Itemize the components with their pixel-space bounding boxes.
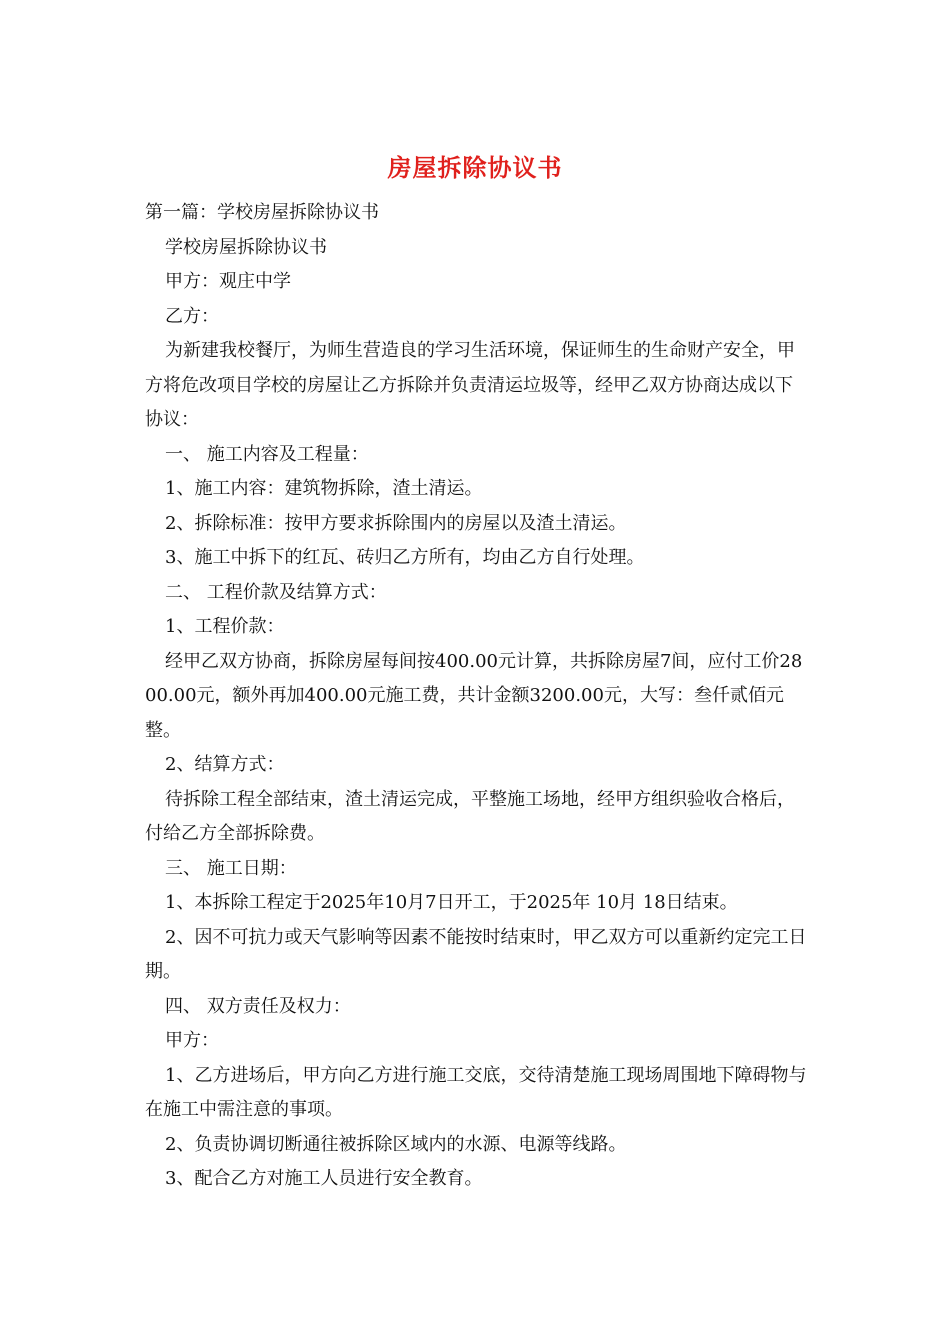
clause-heading-2: 二、 工程价款及结算方式： [165, 581, 387, 603]
clause-item: 1、本拆除工程定于2025年10月7日开工，于2025年 10月 18日结束。 [165, 892, 738, 913]
clause-item: 2、拆除标准：按甲方要求拆除围内的房屋以及渣土清运。 [165, 512, 627, 534]
party-b-line: 乙方： [165, 305, 219, 327]
clause-item: 2、结算方式： [165, 754, 285, 775]
clause-heading-4: 四、 双方责任及权力： [165, 995, 351, 1017]
preamble-paragraph: 为新建我校餐厅，为师生营造良的学习生活环境，保证师生的生命财产安全，甲方将危改项目学校的房屋让乙方拆除并负责清运垃圾等，经甲乙双方协商达成以下协议： [145, 340, 795, 430]
clause-item: 1、乙方进场后，甲方向乙方进行施工交底，交待清楚施工现场周围地下障碍物与在施工中需注意的事项。 [145, 1064, 807, 1120]
clause-item: 3、配合乙方对施工人员进行安全教育。 [165, 1168, 483, 1189]
clause-item: 3、施工中拆下的红瓦、砖归乙方所有，均由乙方自行处理。 [165, 547, 645, 568]
document-title: 房屋拆除协议书 [387, 153, 563, 182]
document-body [145, 196, 810, 1197]
party-a-heading: 甲方： [165, 1030, 219, 1051]
clause-item: 1、工程价款： [165, 616, 285, 637]
section-heading-part-one: 第一篇：学校房屋拆除协议书 [145, 202, 379, 223]
clause-heading-1: 一、 施工内容及工程量： [165, 443, 369, 465]
settlement-paragraph: 待拆除工程全部结束，渣土清运完成，平整施工场地，经甲方组织验收合格后，付给乙方全部拆除费。 [145, 788, 795, 844]
party-a-line: 甲方：观庄中学 [165, 271, 291, 292]
clause-item: 2、负责协调切断通往被拆除区域内的水源、电源等线路。 [165, 1133, 627, 1155]
agreement-subtitle: 学校房屋拆除协议书 [165, 236, 327, 258]
price-paragraph: 经甲乙双方协商，拆除房屋每间按400.00元计算，共拆除房屋7间，应付工价2800.00元，额外再加400.00元施工费，共计金额3200.00元，大写：叁仟贰佰元整。 [145, 650, 803, 741]
clause-item: 2、因不可抗力或天气影响等因素不能按时结束时，甲乙双方可以重新约定完工日期。 [145, 926, 807, 982]
clause-heading-3: 三、 施工日期： [165, 857, 297, 879]
clause-item: 1、施工内容：建筑物拆除，渣土清运。 [165, 478, 483, 499]
